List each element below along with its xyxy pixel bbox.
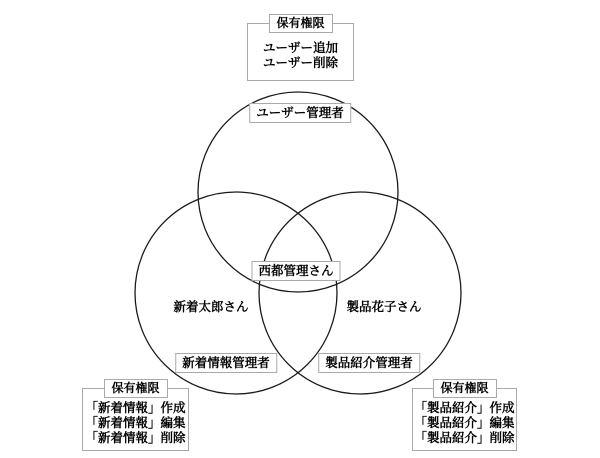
member-label-product: 製品花子さん (346, 300, 422, 314)
role-label-user-admin: ユーザー管理者 (249, 103, 351, 123)
bottom-right-permission-box-lines (413, 389, 516, 450)
role-label-product-admin: 製品紹介管理者 (318, 353, 420, 373)
permission-line: ユーザー追加 (262, 41, 338, 55)
permission-line: 「新着情報」作成 (85, 401, 186, 415)
permission-line: 「製品紹介」作成 (414, 401, 515, 415)
member-label-news: 新着太郎さん (173, 300, 249, 314)
permission-line: 「新着情報」編集 (85, 416, 186, 430)
member-label-center: 西都管理さん (251, 261, 340, 281)
bottom-right-permission-box-title: 保有権限 (432, 379, 496, 398)
permission-line: 「新着情報」削除 (85, 431, 186, 445)
bottom-left-permission-box-lines (83, 389, 188, 450)
top-permission-box (247, 16, 354, 81)
top-permission-box-lines (248, 24, 353, 80)
permission-line: 「製品紹介」編集 (414, 416, 515, 430)
bottom-right-permission-box (412, 381, 517, 451)
bottom-left-permission-box-title: 保有権限 (103, 379, 167, 398)
permission-line: ユーザー削除 (262, 56, 338, 70)
permission-line: 「製品紹介」削除 (414, 431, 515, 445)
top-permission-box-title: 保有権限 (268, 14, 332, 33)
bottom-left-permission-box (82, 381, 189, 451)
role-label-news-admin: 新着情報管理者 (175, 353, 277, 373)
